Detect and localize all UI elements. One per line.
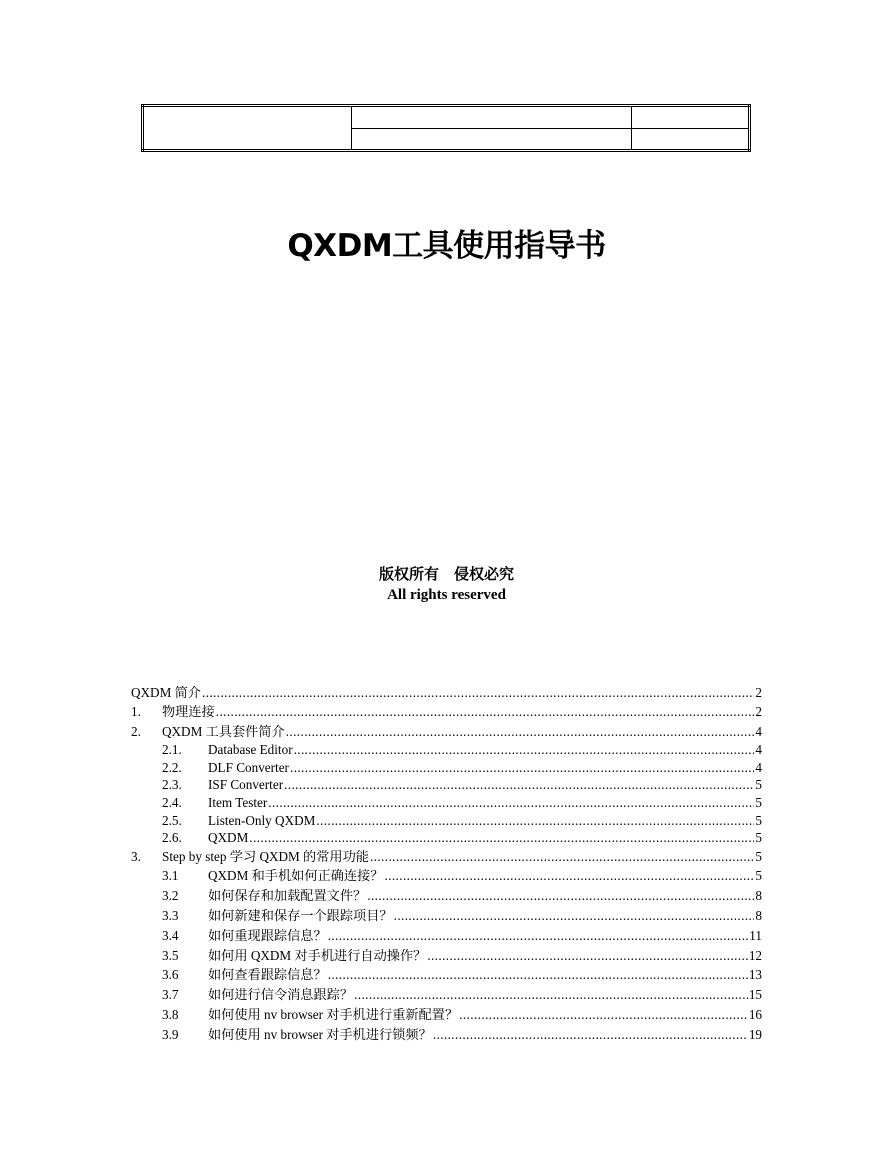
toc-page-number: 8 bbox=[755, 888, 762, 904]
table-of-contents bbox=[131, 683, 762, 1044]
toc-page-number: 19 bbox=[748, 1026, 762, 1042]
toc-entry-number: 3.8 bbox=[162, 1006, 179, 1022]
toc-leader bbox=[294, 741, 755, 759]
toc-page-number: 5 bbox=[755, 849, 762, 865]
toc-leader bbox=[384, 866, 754, 886]
toc-entry-text: 如何用 QXDM 对手机进行自动操作？ bbox=[208, 947, 427, 963]
toc-leader bbox=[394, 906, 755, 926]
toc-entry[interactable] bbox=[131, 741, 762, 759]
toc-entry-number: 2.6. bbox=[162, 830, 182, 846]
header-cell bbox=[632, 128, 750, 151]
toc-entry[interactable] bbox=[131, 906, 762, 926]
toc-leader bbox=[427, 946, 747, 966]
toc-page-number: 5 bbox=[755, 812, 762, 828]
toc-entry-text: QXDM 简介 bbox=[131, 685, 201, 700]
toc-leader bbox=[202, 683, 754, 702]
toc-entry-text: Listen-Only QXDM bbox=[208, 812, 316, 828]
toc-entry-number: 3.7 bbox=[162, 987, 179, 1003]
toc-entry-number: 2.1. bbox=[162, 741, 182, 757]
toc-entry[interactable] bbox=[131, 759, 762, 777]
toc-entry[interactable] bbox=[131, 866, 762, 886]
toc-leader bbox=[286, 722, 755, 741]
toc-entry[interactable] bbox=[131, 1025, 762, 1045]
toc-entry[interactable] bbox=[131, 829, 762, 847]
toc-page-number: 4 bbox=[755, 759, 762, 775]
header-cell bbox=[632, 106, 750, 129]
toc-entry[interactable] bbox=[131, 985, 762, 1005]
toc-entry-number: 2.3. bbox=[162, 777, 182, 793]
toc-leader bbox=[367, 886, 754, 906]
toc-entry-number: 2.5. bbox=[162, 812, 182, 828]
toc-page-number: 13 bbox=[748, 967, 762, 983]
header-cell bbox=[352, 106, 632, 129]
toc-entry-number: 3.5 bbox=[162, 947, 179, 963]
toc-entry[interactable] bbox=[131, 722, 762, 741]
toc-page-number: 5 bbox=[755, 794, 762, 810]
toc-entry-text: Database Editor bbox=[208, 741, 293, 757]
toc-entry[interactable] bbox=[131, 794, 762, 812]
toc-page-number: 5 bbox=[755, 777, 762, 793]
toc-entry[interactable] bbox=[131, 946, 762, 966]
toc-entry[interactable] bbox=[131, 1005, 762, 1025]
toc-entry-number: 2.2. bbox=[162, 759, 182, 775]
toc-entry-number: 3.6 bbox=[162, 967, 179, 983]
header-cell-logo bbox=[143, 106, 352, 151]
toc-leader bbox=[370, 847, 754, 866]
toc-entry-text: QXDM 和手机如何正确连接？ bbox=[208, 868, 384, 884]
toc-leader bbox=[216, 702, 755, 721]
toc-entry-number: 3.4 bbox=[162, 927, 179, 943]
toc-page-number: 4 bbox=[755, 723, 762, 739]
toc-entry-text: 如何查看跟踪信息？ bbox=[208, 967, 327, 983]
toc-page-number: 5 bbox=[755, 868, 762, 884]
toc-entry-number: 3. bbox=[131, 849, 141, 865]
toc-leader bbox=[354, 985, 748, 1005]
toc-entry-text: 物理连接 bbox=[162, 704, 215, 720]
toc-leader bbox=[328, 926, 749, 946]
document-title: QXDM工具使用指导书 bbox=[287, 228, 606, 264]
toc-entry-text: QXDM bbox=[208, 830, 249, 846]
toc-entry-text: 如何进行信令消息跟踪？ bbox=[208, 987, 354, 1003]
toc-leader bbox=[249, 829, 754, 847]
toc-page-number: 12 bbox=[748, 947, 762, 963]
toc-entry[interactable] bbox=[131, 683, 762, 702]
toc-entry-number: 3.2 bbox=[162, 888, 179, 904]
header-table bbox=[141, 104, 751, 152]
toc-entry-number: 2.4. bbox=[162, 794, 182, 810]
toc-entry-text: Item Tester bbox=[208, 794, 268, 810]
toc-leader bbox=[284, 776, 754, 794]
toc-entry-text: 如何重现跟踪信息？ bbox=[208, 927, 327, 943]
toc-entry[interactable] bbox=[131, 847, 762, 866]
toc-entry-number: 3.3 bbox=[162, 907, 179, 923]
toc-entry-number: 1. bbox=[131, 704, 141, 720]
toc-entry[interactable] bbox=[131, 926, 762, 946]
toc-entry-number: 3.9 bbox=[162, 1026, 179, 1042]
toc-entry-text: ISF Converter bbox=[208, 777, 284, 793]
toc-entry-text: QXDM 工具套件简介 bbox=[162, 723, 285, 739]
toc-entry-text: DLF Converter bbox=[208, 759, 289, 775]
toc-leader bbox=[433, 1025, 748, 1045]
toc-entry[interactable] bbox=[131, 702, 762, 721]
toc-page-number: 2 bbox=[755, 704, 762, 720]
toc-page-number: 5 bbox=[755, 830, 762, 846]
toc-page-number: 4 bbox=[755, 741, 762, 757]
toc-page-number: 2 bbox=[755, 685, 762, 700]
toc-page-number: 8 bbox=[755, 907, 762, 923]
toc-entry[interactable] bbox=[131, 886, 762, 906]
toc-entry-text: 如何使用 nv browser 对手机进行重新配置？ bbox=[208, 1006, 459, 1022]
toc-leader bbox=[328, 965, 748, 985]
toc-entry-text: 如何新建和保存一个跟踪项目？ bbox=[208, 907, 393, 923]
toc-entry-number: 2. bbox=[131, 723, 141, 739]
toc-leader bbox=[268, 794, 754, 812]
toc-leader bbox=[459, 1005, 748, 1025]
toc-entry-text: 如何保存和加载配置文件？ bbox=[208, 888, 367, 904]
toc-leader bbox=[290, 759, 754, 777]
toc-leader bbox=[316, 812, 754, 830]
copyright-block bbox=[0, 564, 893, 606]
toc-page-number: 11 bbox=[749, 927, 762, 943]
toc-entry[interactable] bbox=[131, 965, 762, 985]
toc-page-number: 16 bbox=[748, 1006, 762, 1022]
copyright-cn: 版权所有 侵权必究 bbox=[378, 565, 514, 583]
toc-entry[interactable] bbox=[131, 776, 762, 794]
toc-entry-text: 如何使用 nv browser 对手机进行锁频？ bbox=[208, 1026, 432, 1042]
header-cell bbox=[352, 128, 632, 151]
toc-entry[interactable] bbox=[131, 812, 762, 830]
toc-entry-number: 3.1 bbox=[162, 868, 179, 884]
toc-page-number: 15 bbox=[748, 987, 762, 1003]
toc-entry-text: Step by step 学习 QXDM 的常用功能 bbox=[162, 849, 369, 865]
copyright-en: All rights reserved bbox=[387, 587, 506, 603]
